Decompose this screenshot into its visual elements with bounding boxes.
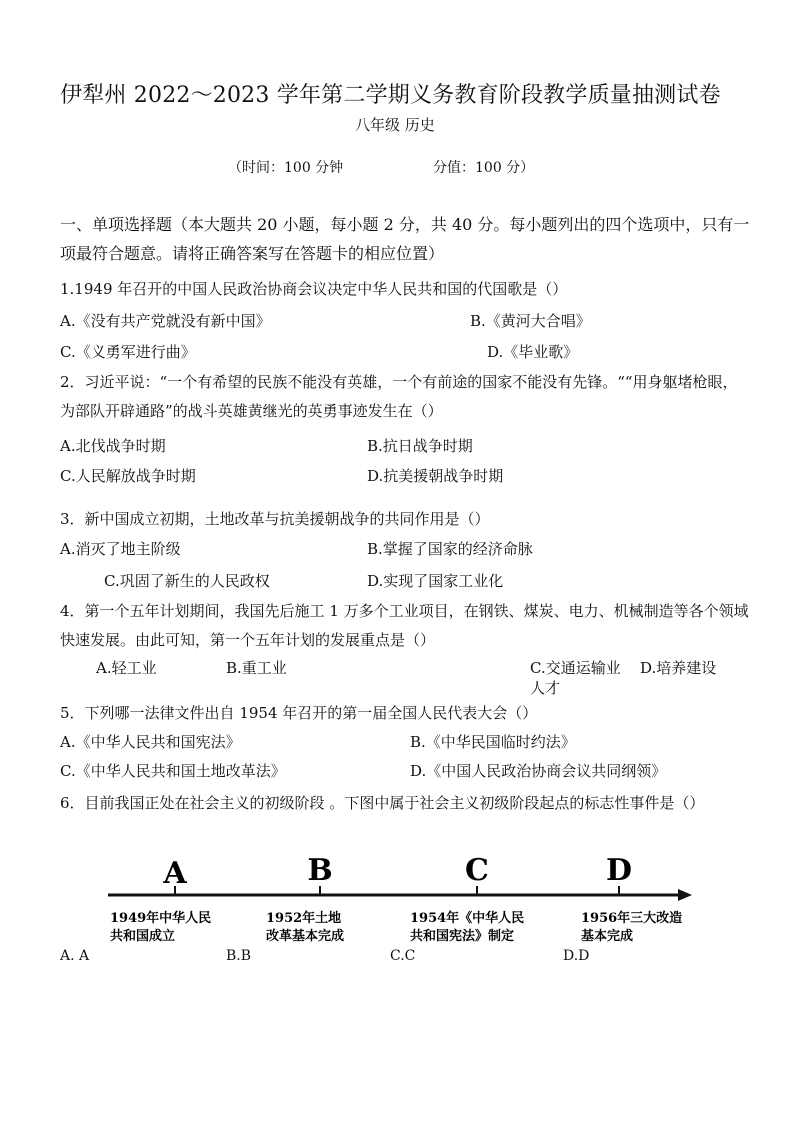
q6-option-b: B.B	[226, 948, 252, 964]
q4-option-a: A.轻工业	[96, 659, 157, 677]
question-2-stem: 2．习近平说：“一个有希望的民族不能没有英雄，一个有前途的国家不能没有先锋。““用身躯堵枪眼，为部队开辟通路”的战斗英雄黄继光的英勇事迹发生在（）	[60, 373, 738, 420]
question-1-stem: 1.1949 年召开的中国人民政治协商会议决定中华人民共和国的代国歌是（）	[60, 280, 568, 298]
timeline-event-b-line2: 改革基本完成	[266, 929, 345, 944]
q2-option-a: A.北伐战争时期	[60, 437, 166, 455]
q6-option-c: C.C	[390, 948, 416, 964]
q3-option-b: B.掌握了国家的经济命脉	[367, 540, 533, 558]
q3-option-d: D.实现了国家工业化	[367, 572, 504, 590]
q4-option-d: D.培养建设	[640, 659, 717, 677]
exam-score: 分值：100 分）	[433, 160, 535, 176]
q3-option-c: C.巩固了新生的人民政权	[104, 572, 270, 590]
q1-option-d: D.《毕业歌》	[487, 343, 579, 361]
q3-option-a: A.消灭了地主阶级	[60, 540, 181, 558]
timeline-event-c-line2: 共和国宪法》制定	[410, 929, 515, 944]
q1-option-c: C.《义勇军进行曲》	[60, 343, 196, 361]
timeline-letter-c: C	[465, 853, 489, 888]
q5-option-a: A.《中华人民共和国宪法》	[60, 733, 241, 751]
timeline-event-c-line1: 1954年《中华人民	[410, 911, 525, 926]
q2-option-d: D.抗美援朝战争时期	[367, 467, 504, 485]
timeline-figure	[100, 848, 700, 948]
q4-option-c: C.交通运输业	[530, 659, 621, 677]
q1-option-a: A.《没有共产党就没有新中国》	[60, 312, 271, 330]
exam-time: （时间：100 分钟	[228, 160, 344, 176]
timeline-event-d-line1: 1956年三大改造	[581, 911, 683, 926]
section-heading: 一、单项选择题（本大题共 20 小题，每小题 2 分，共 40 分。每小题列出的四个选项中，只有一项最符合题意。请将正确答案写在答题卡的相应位置）	[60, 215, 750, 263]
q1-option-b: B.《黄河大合唱》	[470, 312, 591, 330]
question-5-stem: 5．下列哪一法律文件出自 1954 年召开的第一届全国人民代表大会（）	[60, 704, 538, 722]
timeline-letter-a: A	[163, 856, 187, 891]
question-4-stem: 4．第一个五年计划期间，我国先后施工 1 万多个工业项目，在钢铁、煤炭、电力、机械制造等各个领域快速发展。由此可知，第一个五年计划的发展重点是（）	[60, 602, 749, 649]
exam-title: 伊犁州 2022～2023 学年第二学期义务教育阶段教学质量抽测试卷	[60, 83, 721, 108]
question-6-stem: 6．目前我国正处在社会主义的初级阶段 。下图中属于社会主义初级阶段起点的标志性事件是（）	[60, 794, 705, 812]
timeline-event-b-line1: 1952年土地	[266, 911, 342, 926]
q6-option-d: D.D	[563, 948, 590, 964]
q2-option-b: B.抗日战争时期	[367, 437, 473, 455]
timeline-event-d-line2: 基本完成	[581, 929, 634, 944]
question-3-stem: 3．新中国成立初期，土地改革与抗美援朝战争的共同作用是（）	[60, 510, 490, 528]
timeline-arrow-icon	[678, 889, 692, 901]
q5-option-c: C.《中华人民共和国土地改革法》	[60, 762, 286, 780]
q6-option-a: A. A	[60, 948, 90, 964]
timeline-letter-b: B	[307, 853, 333, 888]
timeline-letter-d: D	[605, 853, 633, 888]
q5-option-d: D.《中国人民政治协商会议共同纲领》	[410, 762, 667, 780]
q4-option-d-cont: 人才	[530, 679, 561, 697]
timeline-event-a-line2: 共和国成立	[110, 929, 176, 944]
q2-option-c: C.人民解放战争时期	[60, 467, 196, 485]
q5-option-b: B.《中华民国临时约法》	[410, 733, 576, 751]
exam-subtitle: 八年级 历史	[355, 116, 435, 134]
timeline-event-a-line1: 1949年中华人民	[110, 911, 212, 926]
q4-option-b: B.重工业	[226, 659, 287, 677]
